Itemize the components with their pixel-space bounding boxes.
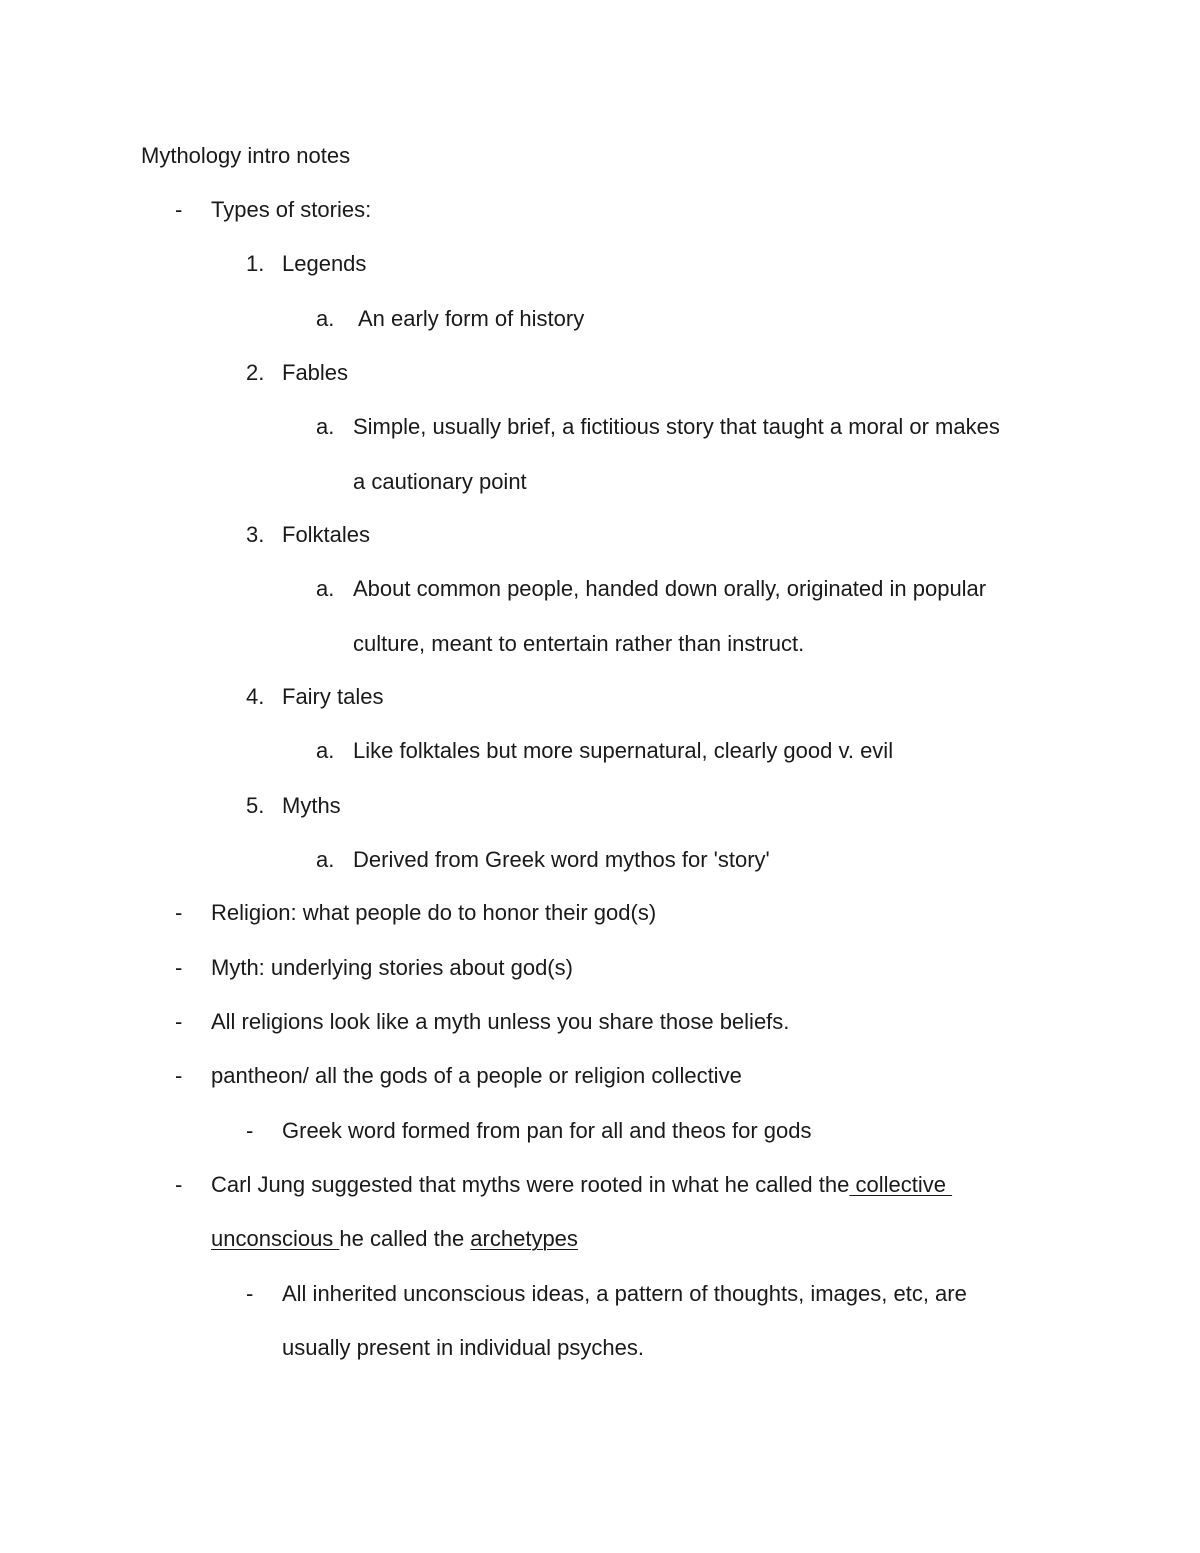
sub-marker: a. [316, 576, 335, 601]
sub-marker: a. [316, 847, 335, 872]
list-number: 1. [246, 251, 265, 276]
bullet-text: Myth: underlying stories about god(s) [211, 955, 573, 980]
list-number: 4. [246, 684, 265, 709]
bullet-marker: - [175, 1063, 183, 1088]
list-number: 5. [246, 793, 265, 818]
collective-term: collective [849, 1172, 953, 1197]
story-type-name: Legends [282, 251, 367, 276]
bullet-marker: - [246, 1118, 254, 1143]
bullet-marker: - [175, 1009, 183, 1034]
unconscious-term: unconscious [211, 1226, 340, 1251]
story-type-desc: Derived from Greek word mythos for 'story' [353, 847, 770, 872]
list-number: 3. [246, 522, 265, 547]
bullet-text: pantheon/ all the gods of a people or religion collective [211, 1063, 742, 1088]
story-type-name: Fables [282, 360, 349, 385]
list-number: 2. [246, 360, 265, 385]
story-type-desc: About common people, handed down orally, originated in popular [353, 576, 987, 601]
bullet-marker: - [246, 1281, 254, 1306]
story-type-name: Myths [282, 793, 341, 818]
bullet-text: All religions look like a myth unless you share those beliefs. [211, 1009, 790, 1034]
jung-line-1 [211, 1171, 952, 1199]
story-type-desc: Like folktales but more supernatural, clearly good v. evil [353, 738, 894, 763]
sub-bullet-text: Greek word formed from pan for all and theos for gods [282, 1118, 812, 1143]
sub-marker: a. [316, 414, 335, 439]
bullet-text: Religion: what people do to honor their god(s) [211, 900, 657, 925]
story-type-name: Fairy tales [282, 684, 384, 709]
story-type-name: Folktales [282, 522, 371, 547]
sub-bullet-text: usually present in individual psyches. [282, 1335, 644, 1360]
bullet-marker: - [175, 197, 183, 222]
bullet-marker: - [175, 955, 183, 980]
story-type-desc: An early form of history [358, 306, 585, 331]
archetypes-term: archetypes [470, 1226, 578, 1251]
sub-marker: a. [316, 738, 335, 763]
sub-marker: a. [316, 306, 335, 331]
bullet-marker: - [175, 1172, 183, 1197]
document-title: Mythology intro notes [141, 143, 351, 168]
sub-bullet-text: All inherited unconscious ideas, a pattern of thoughts, images, etc, are [282, 1281, 967, 1306]
bullet-marker: - [175, 900, 183, 925]
jung-line-2 [211, 1225, 578, 1253]
story-type-desc: a cautionary point [353, 469, 527, 494]
story-type-desc: culture, meant to entertain rather than instruct. [353, 631, 805, 656]
types-heading: Types of stories: [211, 197, 372, 222]
jung-text: Carl Jung suggested that myths were rooted in what he called the [211, 1172, 850, 1197]
jung-text: he called the [339, 1226, 471, 1251]
story-type-desc: Simple, usually brief, a fictitious story that taught a moral or makes [353, 414, 1000, 439]
